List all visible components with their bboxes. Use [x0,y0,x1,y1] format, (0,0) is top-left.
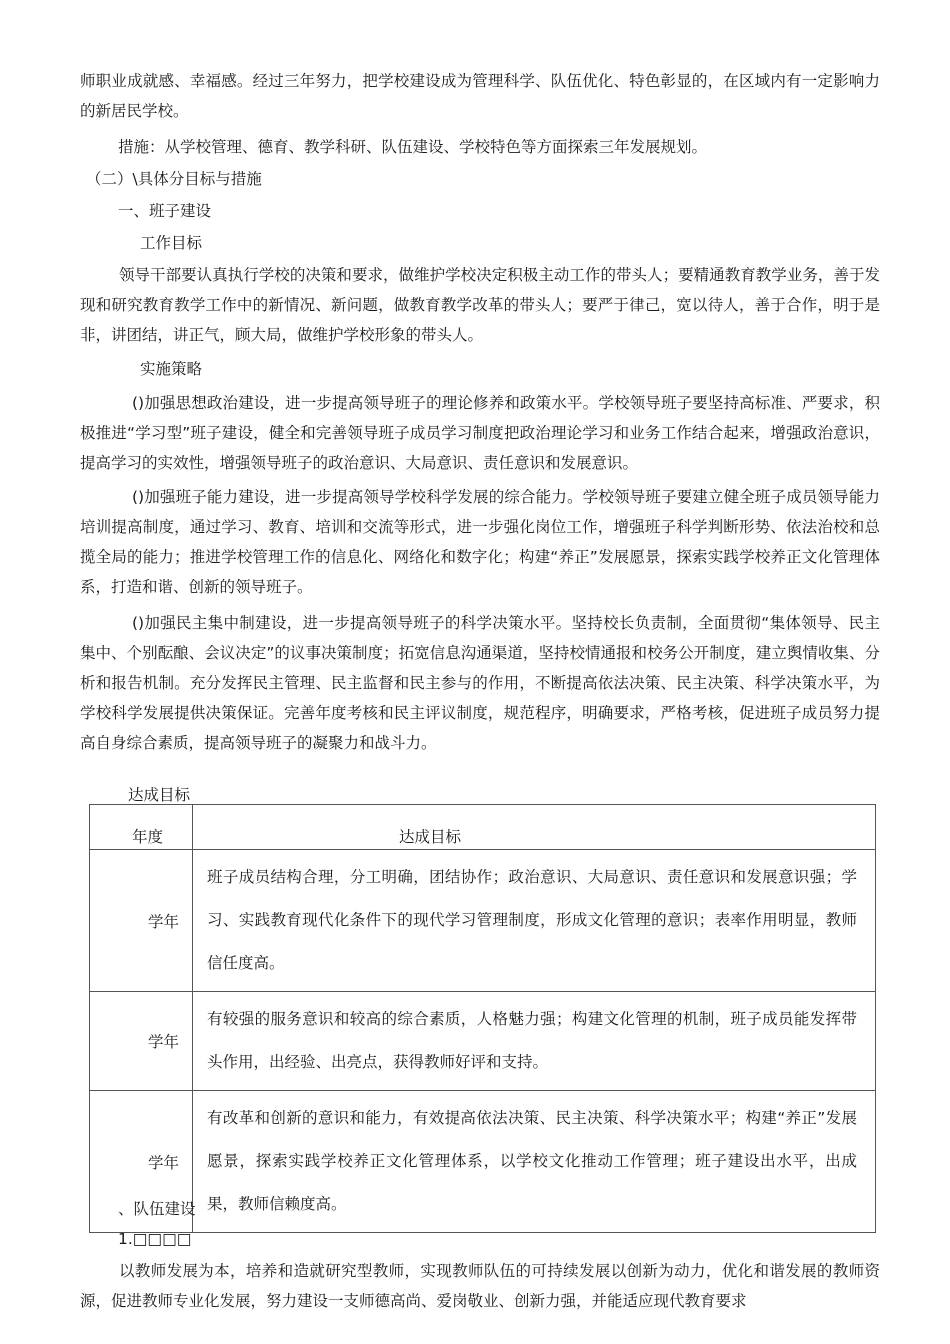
strategy-paragraph-1: ()加强思想政治建设，进一步提高领导班子的理论修养和政策水平。学校领导班子要坚持高标准、严要求，积极推进“学习型”班子建设，健全和完善领导班子成员学习制度把政治理论学习和业务工作结合起来，增强政治意识，提高学习的实效性，增强领导班子的政治意识、大局意识、责任意识和发展意识。 [80,394,880,472]
strategy-heading: 实施策略 [140,360,203,378]
year-cell [90,850,193,992]
achievement-table [89,804,876,1233]
subsection-heading-staff: 、队伍建设 [118,1200,196,1218]
year-label: 学年 [148,1033,180,1051]
staff-paragraph: 以教师发展为本，培养和造就研究型教师，实现教师队伍的可持续发展以创新为动力，优化和谐发展的教师资源，促进教师专业化发展，努力建设一支师德高尚、爱岗敬业、创新力强，并能适应现代教育要求 [80,1262,880,1310]
header-goal-label: 达成目标 [399,828,462,846]
intro-paragraph: 师职业成就感、幸福感。经过三年努力，把学校建设成为管理科学、队伍优化、特色彰显的，在区域内有一定影响力的新居民学校。 [80,72,880,120]
table-row [90,1091,876,1233]
section-heading-2: （二）\具体分目标与措施 [86,170,262,188]
work-goal-text: 领导干部要认真执行学校的决策和要求，做维护学校决定积极主动工作的带头人；要精通教育教学业务，善于发现和研究教育教学工作中的新情况、新问题，做教育教学改革的带头人；要严于律己，宽以待人，善于合作，明于是非，讲团结，讲正气，顾大局，做维护学校形象的带头人。 [80,266,880,344]
table-header-row [90,805,876,850]
measures-paragraph: 措施：从学校管理、德育、教学科研、队伍建设、学校特色等方面探索三年发展规划。 [118,138,708,156]
subsection-heading-team: 一、班子建设 [118,202,212,220]
goal-cell: 有改革和创新的意识和能力，有效提高依法决策、民主决策、科学决策水平；构建“养正”发展愿景，探索实践学校养正文化管理体系，以学校文化推动工作管理；班子建设出水平，出成果，教师信赖度高。 [193,1091,876,1233]
year-cell [90,992,193,1091]
work-goal-heading: 工作目标 [140,234,203,252]
header-goal-cell [193,805,876,850]
table-row [90,992,876,1091]
strategy-paragraph-3: ()加强民主集中制建设，进一步提高领导班子的科学决策水平。坚持校长负责制，全面贯彻“集体领导、民主集中、个别酝酿、会议决定”的议事决策制度；拓宽信息沟通渠道，坚持校情通报和校务公开制度，建立舆情收集、分析和报告机制。充分发挥民主管理、民主监督和民主参与的作用，不断提高依法决策、民主决策、科学决策水平，为学校科学发展提供决策保证。完善年度考核和民主评议制度，规范程序，明确要求，严格考核，促进班子成员努力提高自身综合素质，提高领导班子的凝聚力和战斗力。 [80,614,880,752]
year-label: 学年 [148,912,180,931]
achieve-goal-heading: 达成目标 [128,786,191,804]
strategy-paragraph-2: ()加强班子能力建设，进一步提高领导学校科学发展的综合能力。学校领导班子要建立健全班子成员领导能力培训提高制度，通过学习、教育、培训和交流等形式，进一步强化岗位工作，增强班子科学判断形势、依法治校和总揽全局的能力；推进学校管理工作的信息化、网络化和数字化；构建“养正”发展愿景，探索实践学校养正文化管理体系，打造和谐、创新的领导班子。 [80,488,880,596]
item-1-heading: 1.□□□□ [118,1230,192,1248]
goal-cell: 有较强的服务意识和较高的综合素质，人格魅力强；构建文化管理的机制，班子成员能发挥带头作用，出经验、出亮点，获得教师好评和支持。 [193,992,876,1091]
header-year-cell [90,805,193,850]
goal-cell: 班子成员结构合理，分工明确，团结协作；政治意识、大局意识、责任意识和发展意识强；学习、实践教育现代化条件下的现代学习管理制度，形成文化管理的意识；表率作用明显，教师信任度高。 [193,850,876,992]
header-year-label: 年度 [132,828,164,846]
year-label: 学年 [148,1153,180,1172]
table-row [90,850,876,992]
